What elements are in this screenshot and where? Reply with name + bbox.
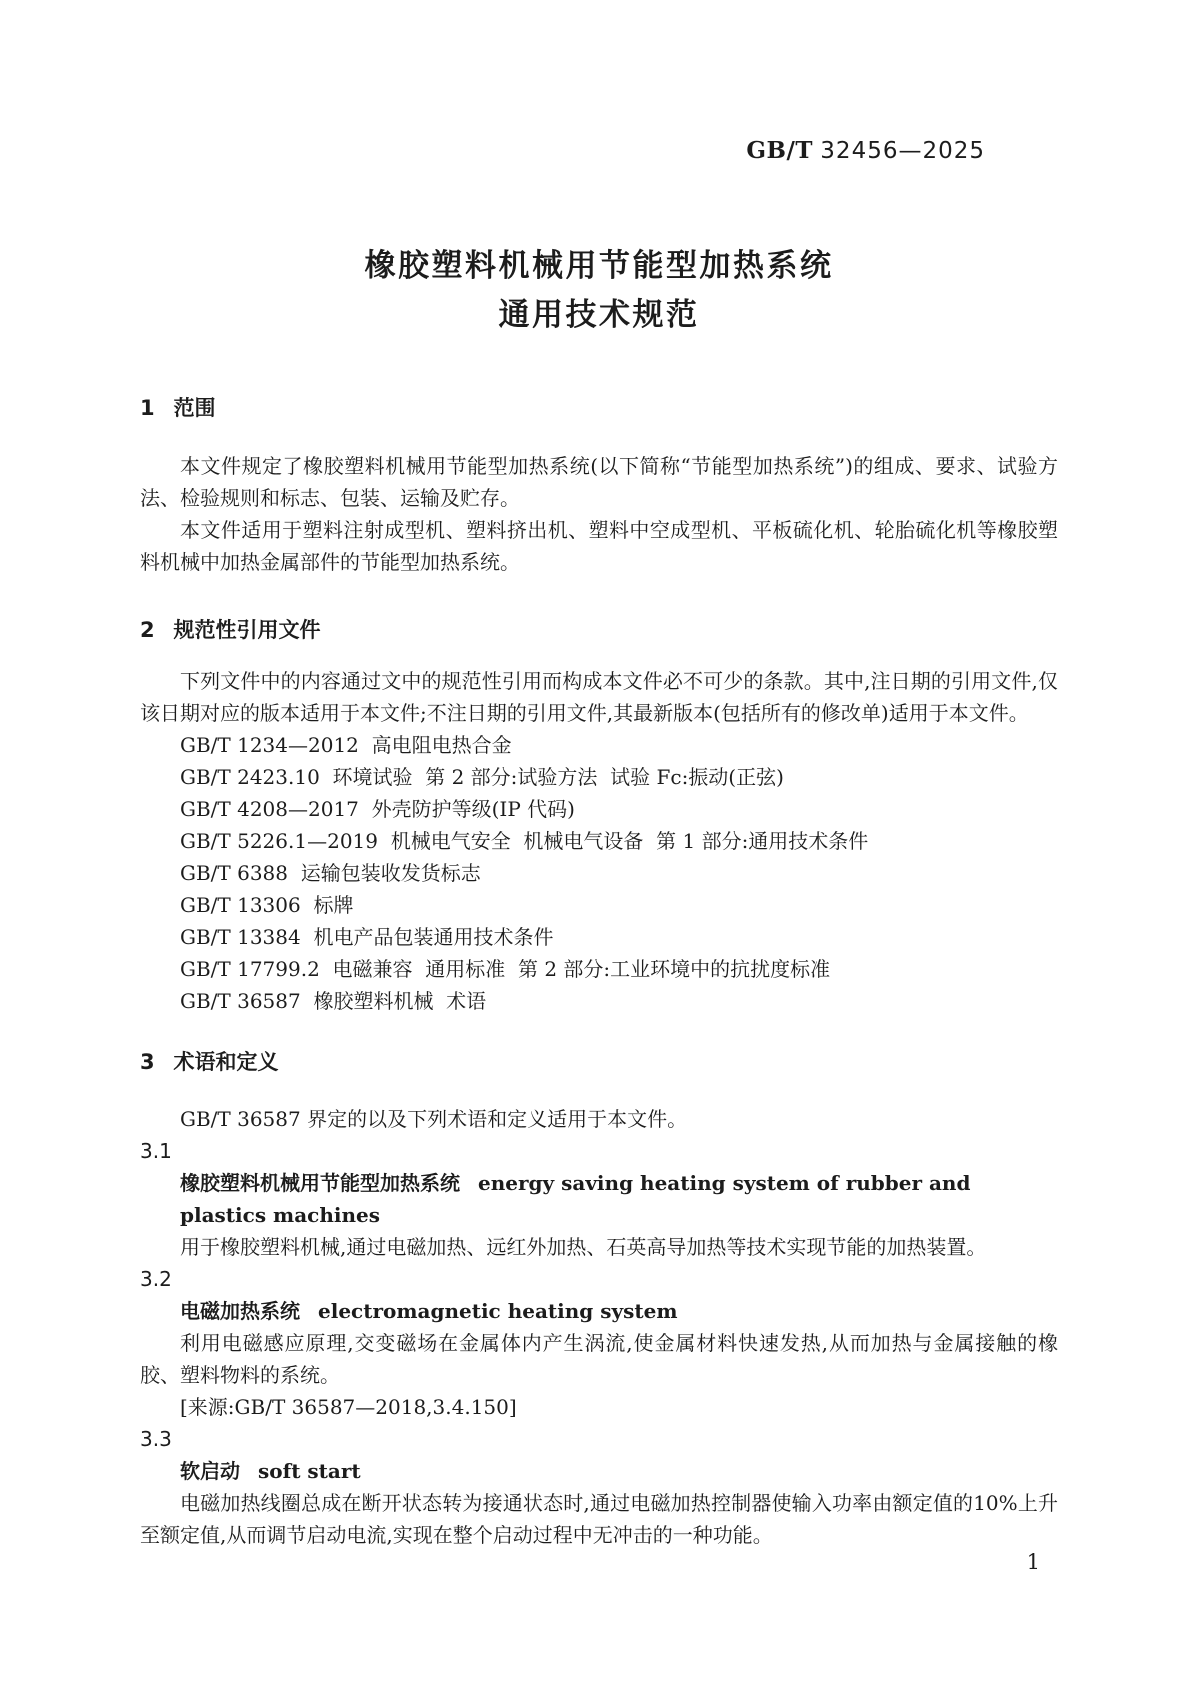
term-title-en: energy saving heating system of rubber and plastics machines xyxy=(180,1171,971,1227)
term-source: [来源:GB/T 36587—2018,3.4.150] xyxy=(180,1395,517,1419)
term-definition: 利用电磁感应原理,交变磁场在金属体内产生涡流,使金属材料快速发热,从而加热与金属接触的橡胶、塑料物料的系统。 xyxy=(140,1331,1058,1387)
term-entry xyxy=(140,1135,1058,1263)
term-number: 3.3 xyxy=(140,1427,172,1451)
document-title-line1: 橡胶塑料机械用节能型加热系统 xyxy=(364,248,834,284)
reference-item: GB/T 13384 机电产品包装通用技术条件 xyxy=(180,925,554,949)
section-1-paragraph-1: 本文件规定了橡胶塑料机械用节能型加热系统(以下简称“节能型加热系统”)的组成、要求、试验方法、检验规则和标志、包装、运输及贮存。 xyxy=(140,454,1058,510)
reference-item: GB/T 17799.2 电磁兼容 通用标准 第 2 部分:工业环境中的抗扰度标准 xyxy=(180,957,831,981)
normative-reference-list xyxy=(140,729,1058,1017)
reference-item: GB/T 36587 橡胶塑料机械 术语 xyxy=(180,989,487,1013)
section-3-heading xyxy=(140,1046,1058,1078)
section-1-label: 范围 xyxy=(173,396,216,420)
term-number: 3.1 xyxy=(140,1139,172,1163)
term-definition: 电磁加热线圈总成在断开状态转为接通状态时,通过电磁加热控制器使输入功率由额定值的10%上升至额定值,从而调节启动电流,实现在整个启动过程中无冲击的一种功能。 xyxy=(140,1491,1058,1547)
reference-item: GB/T 13306 标牌 xyxy=(180,893,354,917)
section-1-heading xyxy=(140,392,1058,424)
term-title-en: electromagnetic heating system xyxy=(318,1299,678,1323)
term-title xyxy=(140,1167,1058,1231)
section-2-label: 规范性引用文件 xyxy=(173,618,321,642)
section-3-number: 3 xyxy=(140,1050,155,1074)
section-2-number: 2 xyxy=(140,618,155,642)
section-1-paragraph-2: 本文件适用于塑料注射成型机、塑料挤出机、塑料中空成型机、平板硫化机、轮胎硫化机等橡胶塑料机械中加热金属部件的节能型加热系统。 xyxy=(140,518,1058,574)
standard-code-prefix: GB/T xyxy=(746,137,813,164)
term-definition: 用于橡胶塑料机械,通过电磁加热、远红外加热、石英高导加热等技术实现节能的加热装置。 xyxy=(180,1235,987,1259)
term-entry xyxy=(140,1263,1058,1423)
term-number: 3.2 xyxy=(140,1267,172,1291)
page-number: 1 xyxy=(1026,1550,1040,1574)
term-title xyxy=(140,1295,1058,1327)
section-2-heading xyxy=(140,614,1058,646)
standard-code-number: 32456—2025 xyxy=(820,138,985,164)
reference-item: GB/T 4208—2017 外壳防护等级(IP 代码) xyxy=(180,797,575,821)
reference-item: GB/T 1234—2012 高电阻电热合金 xyxy=(180,733,512,757)
term-entry xyxy=(140,1423,1058,1551)
reference-item: GB/T 2423.10 环境试验 第 2 部分:试验方法 试验 Fc:振动(正弦) xyxy=(180,765,784,789)
term-title-zh: 橡胶塑料机械用节能型加热系统 xyxy=(180,1171,460,1195)
term-title-en: soft start xyxy=(258,1459,361,1483)
section-2-intro: 下列文件中的内容通过文中的规范性引用而构成本文件必不可少的条款。其中,注日期的引用文件,仅该日期对应的版本适用于本文件;不注日期的引用文件,其最新版本(包括所有的修改单)适用于本文件。 xyxy=(140,669,1058,725)
section-1-number: 1 xyxy=(140,396,155,420)
term-title xyxy=(140,1455,1058,1487)
section-3-intro: GB/T 36587 界定的以及下列术语和定义适用于本文件。 xyxy=(180,1107,688,1131)
standard-code xyxy=(140,138,1058,164)
reference-item: GB/T 5226.1—2019 机械电气安全 机械电气设备 第 1 部分:通用技术条件 xyxy=(180,829,869,853)
document-title-line2: 通用技术规范 xyxy=(498,297,700,333)
section-3-label: 术语和定义 xyxy=(173,1050,279,1074)
term-title-zh: 软启动 xyxy=(180,1459,240,1483)
term-title-zh: 电磁加热系统 xyxy=(180,1299,300,1323)
reference-item: GB/T 6388 运输包装收发货标志 xyxy=(180,861,481,885)
